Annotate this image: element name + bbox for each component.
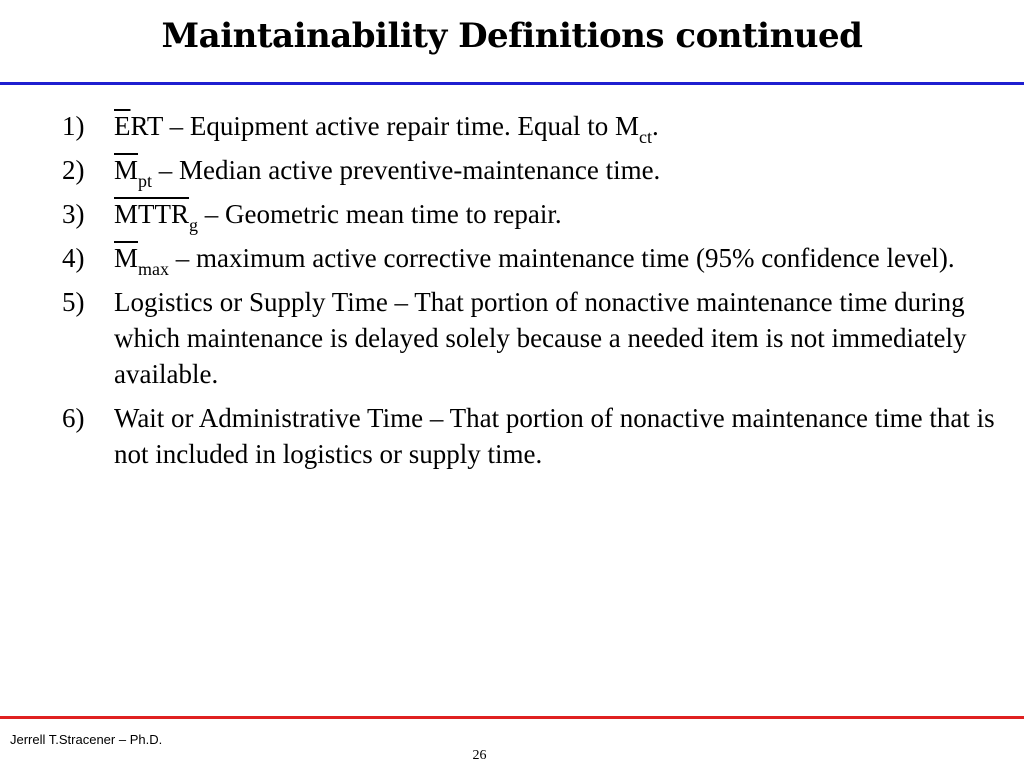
item-number: 5): [62, 287, 85, 317]
list-item: [62, 400, 1002, 472]
symbol: $\overline{E}$: [114, 111, 131, 141]
slide-title: Maintainability Definitions continued: [161, 16, 863, 56]
list-item: [62, 196, 1002, 236]
page-number: 26: [472, 748, 487, 763]
item-text: Wait or Administrative Time – That portion of nonactive maintenance time that is not included in logistics or supply time.: [114, 403, 995, 469]
item-text: $\overline{M}_{pt}$ – Median active preventive-maintenance time.: [114, 155, 661, 192]
item-text: $\overline{E}RT$ – Equipment active repair time. Equal to $M_{ct}$.: [114, 111, 659, 148]
symbol-rest: RT: [130, 111, 163, 141]
item-text: $MTTR_g$ – Geometric mean time to repair.: [114, 199, 562, 236]
item-number: 4): [62, 243, 85, 273]
page-number-wrap: [0, 748, 1024, 764]
list-item: [62, 152, 1002, 192]
symbol-subscript: g: [189, 215, 199, 236]
symbol: MTTR: [114, 199, 190, 229]
item-number: 1): [62, 111, 85, 141]
symbol: $\overline{M}$: [114, 243, 139, 273]
list-item: [62, 108, 1002, 148]
list-item: [62, 240, 1002, 280]
item-text: Logistics or Supply Time – That portion of nonactive maintenance time during which maintenance is delayed solely because a needed item is not immediately available.: [114, 287, 967, 389]
title-divider: [0, 82, 1024, 85]
symbol-subscript: pt: [138, 171, 153, 192]
author-credit: Jerrell T.Stracener – Ph.D.: [10, 732, 163, 747]
item-number: 6): [62, 403, 85, 433]
item-number: 3): [62, 199, 85, 229]
item-number: 2): [62, 155, 85, 185]
symbol-subscript: max: [138, 259, 170, 280]
definitions-list: [62, 108, 1002, 480]
list-item: [62, 284, 1002, 392]
item-text: $\overline{M}_{max}$ – maximum active corrective maintenance time (95% confidence level).: [114, 243, 955, 280]
footer-divider: [0, 716, 1024, 719]
symbol: $\overline{M}$: [114, 155, 139, 185]
